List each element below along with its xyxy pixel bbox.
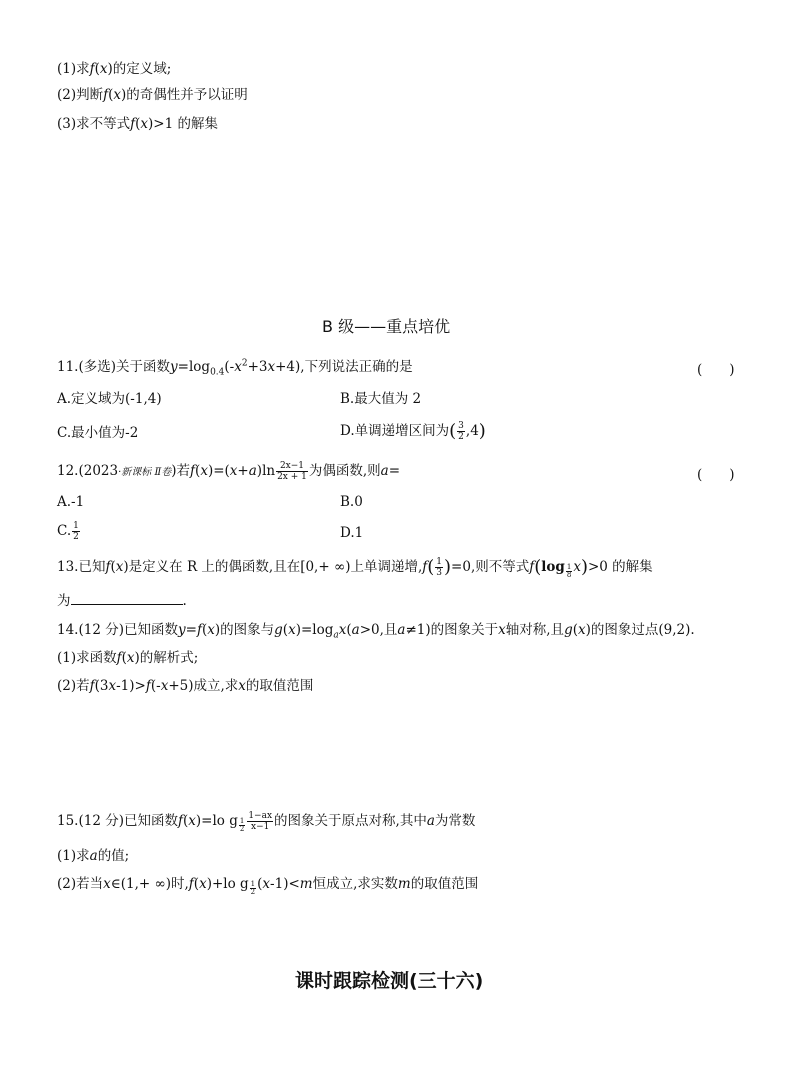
text: ( (182, 813, 189, 829)
numerator: 1 (250, 880, 256, 888)
log-text: log (541, 559, 565, 575)
var: x (498, 622, 506, 638)
var: m (299, 876, 313, 892)
denominator: 2 (239, 825, 245, 833)
denominator: 2x + 1 (277, 472, 307, 482)
text: 12.(2023 (57, 463, 119, 479)
text: ( (346, 622, 352, 638)
period: . (182, 593, 187, 609)
paren-open: ( (427, 556, 435, 578)
var: m (397, 876, 411, 892)
var: x (262, 876, 271, 892)
text: (- (224, 359, 235, 375)
p15-q1 (57, 847, 129, 865)
var: f (105, 559, 111, 575)
text: -1)> (116, 678, 146, 694)
text: ( (110, 559, 116, 575)
denominator: 8 (566, 571, 572, 579)
var: f (196, 622, 202, 638)
numerator: 1 (239, 817, 245, 825)
var: x (578, 622, 586, 638)
var: f (190, 463, 196, 479)
var: x (126, 650, 135, 666)
text: )=lo g (195, 813, 238, 829)
text: ( (572, 622, 578, 638)
p13-line2 (57, 592, 187, 610)
fraction (435, 557, 443, 578)
text: )>1 的解集 (148, 116, 218, 132)
var: f (116, 650, 122, 666)
p12-answer-paren: ( ) (697, 467, 735, 483)
paren-close: ) (478, 420, 486, 442)
var: x (199, 876, 207, 892)
var: x (229, 463, 238, 479)
source-tag: ·新课标 Ⅱ卷 (118, 467, 172, 478)
text: 的值; (97, 848, 130, 864)
p10-q2 (57, 86, 248, 104)
numerator: 1 (436, 557, 443, 567)
text: C. (57, 523, 72, 539)
subscript: 0.4 (210, 367, 225, 378)
text: )=log (295, 622, 334, 638)
text: 的取值范围 (245, 678, 314, 694)
var: x (338, 622, 347, 638)
text: 为偶函数,则 (308, 463, 381, 479)
var: x (103, 876, 111, 892)
section-heading: B 级——重点培优 (322, 317, 451, 336)
text: = (185, 622, 197, 638)
denominator: 2 (458, 432, 464, 442)
log-base-fraction (239, 818, 245, 833)
p13-stem (57, 557, 653, 579)
text: ( (282, 622, 289, 638)
text: 13.已知 (57, 559, 106, 575)
text: =log (177, 359, 211, 375)
var: f (188, 876, 194, 892)
denominator: 3 (436, 568, 443, 578)
answer-blank[interactable] (71, 592, 183, 605)
p11-option-c: C.最小值为-2 (57, 425, 139, 441)
numerator: 1 (566, 563, 572, 571)
p11-option-b: B.最大值为 2 (340, 391, 422, 407)
var: a (426, 813, 435, 829)
var: x (234, 359, 242, 375)
paren-open: ( (534, 556, 542, 578)
var: a (380, 463, 389, 479)
var: x (238, 678, 246, 694)
text: 恒成立,求实数 (312, 876, 398, 892)
text: ( (108, 87, 114, 103)
text: 为常数 (434, 813, 476, 829)
var: x (188, 813, 196, 829)
text: ( (94, 61, 100, 77)
var: f (529, 559, 535, 575)
var: x (140, 116, 149, 132)
text: )是定义在 R 上的偶函数,且在[0,+ ∞)上单调递增, (123, 559, 423, 575)
p15-q2 (57, 875, 478, 896)
text: =0,则不等式 (451, 559, 530, 575)
var: a (397, 622, 406, 638)
fraction (247, 811, 273, 832)
text: (3 (94, 678, 109, 694)
superscript: 2 (241, 358, 248, 369)
paren-open: ( (449, 420, 457, 442)
var: y (177, 622, 186, 638)
text: (- (150, 678, 161, 694)
text: ≠1)的图象关于 (405, 622, 499, 638)
p12-option-b: B.0 (340, 494, 363, 510)
numerator: 1 (73, 521, 79, 531)
text: 为 (57, 593, 71, 609)
text: 的取值范围 (410, 876, 479, 892)
p12-option-c (57, 521, 81, 542)
text: )的图象与 (214, 622, 275, 638)
var: g (564, 622, 573, 638)
var: f (422, 559, 428, 575)
denominator: 2 (250, 888, 256, 896)
var: x (200, 463, 208, 479)
denominator: x−1 (251, 822, 270, 832)
numerator: 2x−1 (276, 461, 308, 472)
text: (1)求 (57, 61, 90, 77)
text: (2)若当 (57, 876, 104, 892)
text: )=( (207, 463, 230, 479)
text: )的定义域; (107, 61, 172, 77)
log-base-fraction (250, 881, 256, 896)
paren-close: ) (444, 556, 452, 578)
var: f (103, 87, 109, 103)
text: )的解析式; (134, 650, 199, 666)
log-base-fraction (566, 564, 572, 579)
text: ( (121, 650, 127, 666)
footer-title: 课时跟踪检测(三十六) (295, 970, 484, 992)
text: ( (257, 876, 263, 892)
var: x (573, 559, 581, 575)
text: (1)求函数 (57, 650, 117, 666)
text: 11.(多选)关于函数 (57, 359, 171, 375)
text: +3 (247, 359, 268, 375)
var: x (288, 622, 296, 638)
fraction (457, 421, 465, 442)
text: = (388, 463, 401, 479)
text: )ln (256, 463, 276, 479)
fraction (276, 461, 308, 482)
text: ( (201, 622, 208, 638)
var: x (207, 622, 215, 638)
p14-q2 (57, 677, 313, 695)
text: (1)求 (57, 848, 90, 864)
var: a (248, 463, 257, 479)
text: 15.(12 分)已知函数 (57, 813, 178, 829)
text: (2)若 (57, 678, 90, 694)
var: x (108, 678, 117, 694)
text: D.单调递增区间为 (340, 423, 450, 439)
subscript: a (333, 630, 339, 641)
var: a (89, 848, 98, 864)
var: x (113, 87, 122, 103)
text: ,4 (465, 423, 479, 439)
p11-option-d (340, 421, 486, 442)
var: f (89, 678, 95, 694)
text: +4),下列说法正确的是 (275, 359, 413, 375)
text: ( (193, 876, 200, 892)
text: 的图象关于原点对称,其中 (274, 813, 427, 829)
var: f (130, 116, 136, 132)
numerator: 1−ax (248, 811, 273, 821)
var: a (351, 622, 360, 638)
p12-option-d: D.1 (340, 525, 364, 541)
text: (3)求不等式 (57, 116, 131, 132)
text: 轴对称,且 (505, 622, 565, 638)
text: +5)成立,求 (168, 678, 239, 694)
var: x (160, 678, 169, 694)
p11-stem (57, 358, 413, 376)
text: + (237, 463, 249, 479)
var: g (274, 622, 283, 638)
text: )+lo g (206, 876, 249, 892)
var: f (145, 678, 151, 694)
p12-option-a: A.-1 (57, 494, 85, 510)
p11-option-a: A.定义域为(-1,4) (57, 391, 162, 407)
denominator: 2 (73, 532, 79, 542)
p14-q1 (57, 649, 198, 667)
text: 14.(12 分)已知函数 (57, 622, 178, 638)
text: >0,且 (359, 622, 398, 638)
text: >0 的解集 (587, 559, 653, 575)
p10-q1 (57, 60, 171, 78)
p11-answer-paren: ( ) (697, 362, 735, 378)
p10-q3 (57, 115, 218, 133)
p12-stem (57, 461, 400, 482)
text: )的图象过点(9,2). (585, 622, 695, 638)
text: )若 (171, 463, 191, 479)
p15-stem (57, 811, 475, 833)
var: f (89, 61, 95, 77)
text: -1)< (270, 876, 300, 892)
paren-close: ) (580, 556, 588, 578)
numerator: 3 (458, 421, 464, 431)
var: y (170, 359, 178, 375)
var: x (99, 61, 108, 77)
var: x (267, 359, 276, 375)
text: ∈(1,+ ∞)时, (110, 876, 189, 892)
var: f (177, 813, 183, 829)
fraction (72, 521, 80, 542)
p14-stem (57, 621, 695, 639)
text: (2)判断 (57, 87, 104, 103)
text: )的奇偶性并予以证明 (121, 87, 248, 103)
text: ( (135, 116, 141, 132)
text: ( (195, 463, 201, 479)
var: x (115, 559, 124, 575)
